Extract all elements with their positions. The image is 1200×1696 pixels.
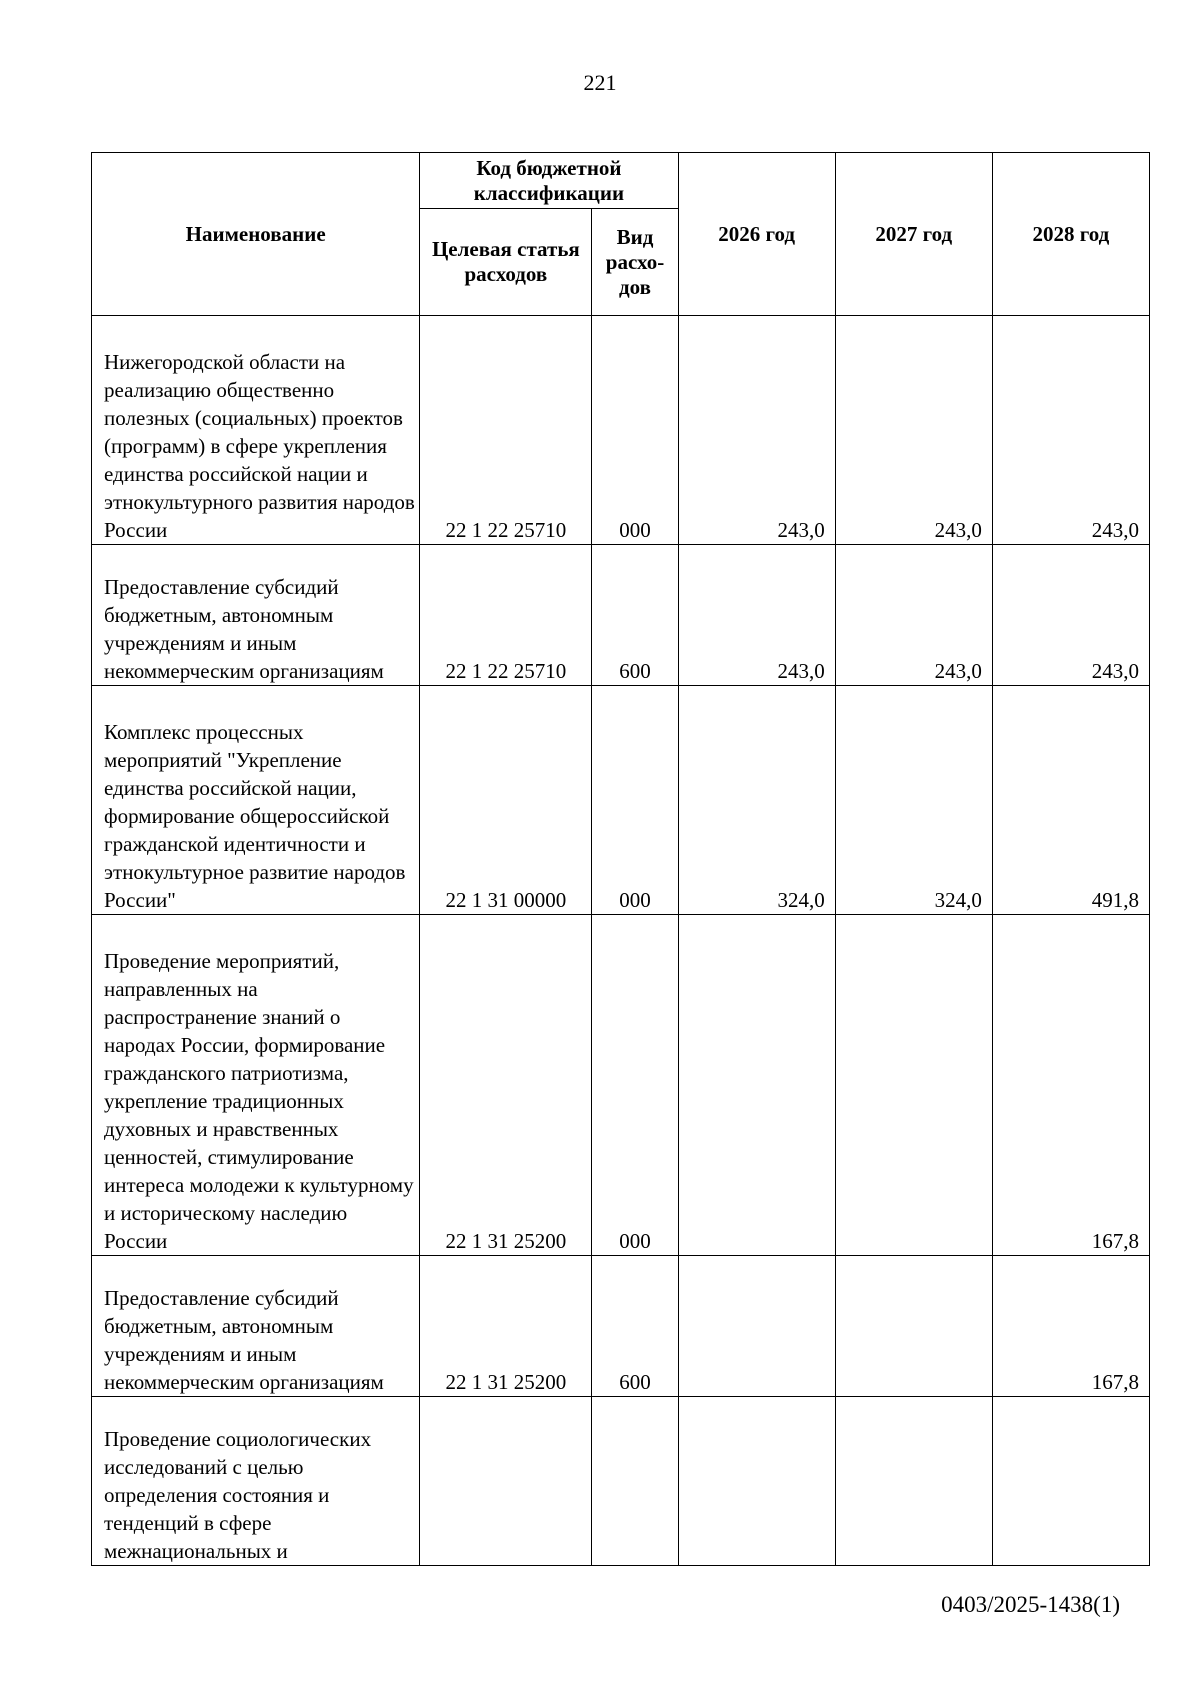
row-name: Предоставление субсидий бюджетным, автономным учреждениям и иным некоммерческим организациям: [92, 545, 420, 686]
row-kind: 600: [592, 545, 678, 686]
page-number: 221: [583, 70, 617, 95]
row-kind: [592, 1397, 678, 1566]
row-kind: 000: [592, 915, 678, 1256]
row-name: Проведение мероприятий, направленных на распространение знаний о народах России, формирование гражданского патриотизма, укрепление традиционных духовных и нравственных ценностей, стимулирование интереса молодежи к культурному и историческому наследию России: [92, 915, 420, 1256]
row-code: 22 1 22 25710: [420, 316, 592, 545]
row-kind: 000: [592, 686, 678, 915]
row-code: 22 1 31 25200: [420, 915, 592, 1256]
row-value-2027: [835, 1397, 992, 1566]
row-name: Комплекс процессных мероприятий "Укрепление единства российской нации, формирование общероссийской гражданской идентичности и этнокультурное развитие народов России": [92, 686, 420, 915]
header-classification: Код бюджетной классификации: [420, 153, 678, 209]
document-code: 0403/2025-1438(1): [941, 1592, 1120, 1617]
row-value-2026: 243,0: [678, 545, 835, 686]
table-row: [92, 915, 1150, 1256]
row-value-2028: 243,0: [992, 545, 1149, 686]
header-name: Наименование: [92, 153, 420, 316]
row-kind: 600: [592, 1256, 678, 1397]
header-year-2027: 2027 год: [835, 153, 992, 316]
row-value-2026: [678, 915, 835, 1256]
row-value-2026: [678, 1256, 835, 1397]
row-code: 22 1 31 25200: [420, 1256, 592, 1397]
row-value-2028: [992, 1397, 1149, 1566]
row-code: [420, 1397, 592, 1566]
header-year-2028: 2028 год: [992, 153, 1149, 316]
row-name: Нижегородской области на реализацию общественно полезных (социальных) проектов (программ) в сфере укрепления единства российской нации и этнокультурного развития народов России: [92, 316, 420, 545]
row-kind: 000: [592, 316, 678, 545]
row-code: 22 1 31 00000: [420, 686, 592, 915]
table-row: [92, 686, 1150, 915]
table-row: [92, 1397, 1150, 1566]
row-value-2028: 243,0: [992, 316, 1149, 545]
budget-table: [91, 152, 1150, 1566]
row-value-2028: 167,8: [992, 1256, 1149, 1397]
table-row: [92, 316, 1150, 545]
table-row: [92, 1256, 1150, 1397]
header-target-article: Целевая статья расходов: [420, 209, 592, 316]
table-row: [92, 545, 1150, 686]
row-value-2027: [835, 1256, 992, 1397]
row-name: Проведение социологических исследований с целью определения состояния и тенденций в сфере межнациональных и: [92, 1397, 420, 1566]
row-value-2027: 324,0: [835, 686, 992, 915]
row-value-2026: [678, 1397, 835, 1566]
row-value-2027: 243,0: [835, 316, 992, 545]
row-value-2027: [835, 915, 992, 1256]
row-value-2026: 324,0: [678, 686, 835, 915]
row-value-2026: 243,0: [678, 316, 835, 545]
header-expense-type: Вид расхо-дов: [592, 209, 678, 316]
row-code: 22 1 22 25710: [420, 545, 592, 686]
header-year-2026: 2026 год: [678, 153, 835, 316]
row-name: Предоставление субсидий бюджетным, автономным учреждениям и иным некоммерческим организациям: [92, 1256, 420, 1397]
row-value-2028: 491,8: [992, 686, 1149, 915]
row-value-2027: 243,0: [835, 545, 992, 686]
row-value-2028: 167,8: [992, 915, 1149, 1256]
